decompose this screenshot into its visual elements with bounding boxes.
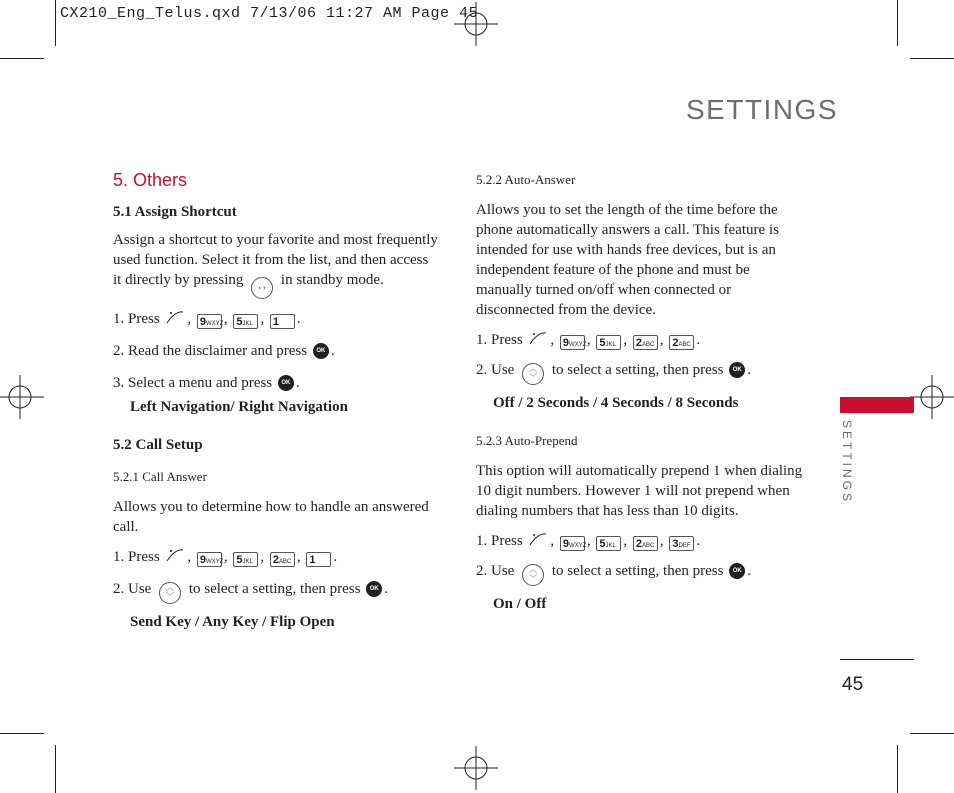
key-5-icon: 5JKL (233, 314, 258, 329)
ok-key-icon: OK (313, 343, 329, 359)
left-column (113, 170, 438, 632)
registration-mark-icon (454, 2, 498, 46)
step: 2. Read the disclaimer and press OK . (113, 343, 335, 359)
nav-up-down-key-icon: ︿ ﹀ (522, 564, 544, 586)
key-5-icon: 5JKL (596, 536, 621, 551)
registration-mark-icon (0, 375, 44, 419)
page-number-rule (840, 659, 914, 660)
option-list: Left Navigation/ Right Navigation (130, 399, 348, 415)
key-2-icon: 2ABC (633, 335, 658, 350)
menu-softkey-icon (528, 330, 548, 346)
step: 2. Use ︿ ﹀ to select a setting, then press OK . (113, 579, 438, 604)
key-1-icon: 1 (306, 552, 331, 567)
step: 3. Select a menu and press OK . (113, 375, 300, 391)
step: 2. Use ︿ ﹀ to select a setting, then press OK . (476, 561, 808, 586)
side-tab-bar (840, 397, 914, 413)
ok-key-icon: OK (729, 362, 745, 378)
ok-key-icon: OK (278, 375, 294, 391)
ok-key-icon: OK (729, 563, 745, 579)
paragraph: Allows you to determine how to handle an answered call. (113, 499, 429, 535)
subsubsection-title: 5.2.3 Auto-Prepend (476, 433, 578, 448)
nav-up-down-key-icon: ︿ ﹀ (159, 582, 181, 604)
step: 1. Press , 9WXYZ, 5JKL , 2ABC , 3DEF . (476, 533, 701, 550)
key-9-icon: 9WXYZ (197, 552, 222, 567)
key-3-icon: 3DEF (669, 536, 694, 551)
option-list: On / Off (493, 596, 547, 612)
key-2-icon: 2ABC (669, 335, 694, 350)
crop-mark (0, 58, 44, 59)
crop-mark (910, 58, 954, 59)
page-title: SETTINGS (685, 94, 838, 125)
crop-mark (897, 745, 898, 793)
nav-left-right-key-icon: ‹ › (251, 277, 273, 299)
paragraph: Allows you to set the length of the time before the phone automatically answers a call. This feature is intended for use with hands free devices, but is an independent feature of the phone and must be manually turned on/off when connected or disconnected from the device. (476, 202, 779, 318)
crop-mark (55, 0, 56, 46)
key-9-icon: 9WXYZ (197, 314, 222, 329)
key-2-icon: 2ABC (270, 552, 295, 567)
subsection-title: 5.1 Assign Shortcut (113, 204, 237, 220)
paragraph: Assign a shortcut to your favorite and most frequently used function. Select it from the list, and then access it directly by pressing ‹ › in standby mode. (113, 230, 438, 299)
right-column (476, 170, 808, 614)
side-tab-label: SETTINGS (840, 420, 854, 505)
key-9-icon: 9WXYZ (560, 335, 585, 350)
subsection-title: 5.2 Call Setup (113, 437, 203, 453)
step: 1. Press , 9WXYZ, 5JKL , 1 . (113, 311, 301, 328)
menu-softkey-icon (165, 547, 185, 563)
key-5-icon: 5JKL (233, 552, 258, 567)
crop-mark (910, 733, 954, 734)
paragraph: This option will automatically prepend 1 when dialing 10 digit numbers. However 1 will not prepend when dialing numbers that has less than 10 digits. (476, 463, 803, 519)
registration-mark-icon (910, 375, 954, 419)
key-5-icon: 5JKL (596, 335, 621, 350)
section-title: 5. Others (113, 170, 188, 190)
page-number: 45 (842, 674, 864, 695)
print-slug: CX210_Eng_Telus.qxd 7/13/06 11:27 AM Page 45 (60, 5, 479, 22)
key-1-icon: 1 (270, 314, 295, 329)
step: 1. Press , 9WXYZ, 5JKL , 2ABC , 1 . (113, 549, 338, 566)
ok-key-icon: OK (366, 581, 382, 597)
option-list: Off / 2 Seconds / 4 Seconds / 8 Seconds (493, 395, 739, 411)
key-9-icon: 9WXYZ (560, 536, 585, 551)
menu-softkey-icon (165, 309, 185, 325)
side-tab (834, 420, 856, 505)
nav-up-down-key-icon: ︿ ﹀ (522, 363, 544, 385)
key-2-icon: 2ABC (633, 536, 658, 551)
subsubsection-title: 5.2.1 Call Answer (113, 469, 207, 484)
registration-mark-icon (454, 746, 498, 790)
option-list: Send Key / Any Key / Flip Open (130, 614, 335, 630)
crop-mark (897, 0, 898, 46)
crop-mark (55, 745, 56, 793)
menu-softkey-icon (528, 531, 548, 547)
subsubsection-title: 5.2.2 Auto-Answer (476, 172, 576, 187)
crop-mark (0, 733, 44, 734)
step: 1. Press , 9WXYZ, 5JKL , 2ABC , 2ABC . (476, 332, 701, 349)
step: 2. Use ︿ ﹀ to select a setting, then press OK . (476, 360, 808, 385)
